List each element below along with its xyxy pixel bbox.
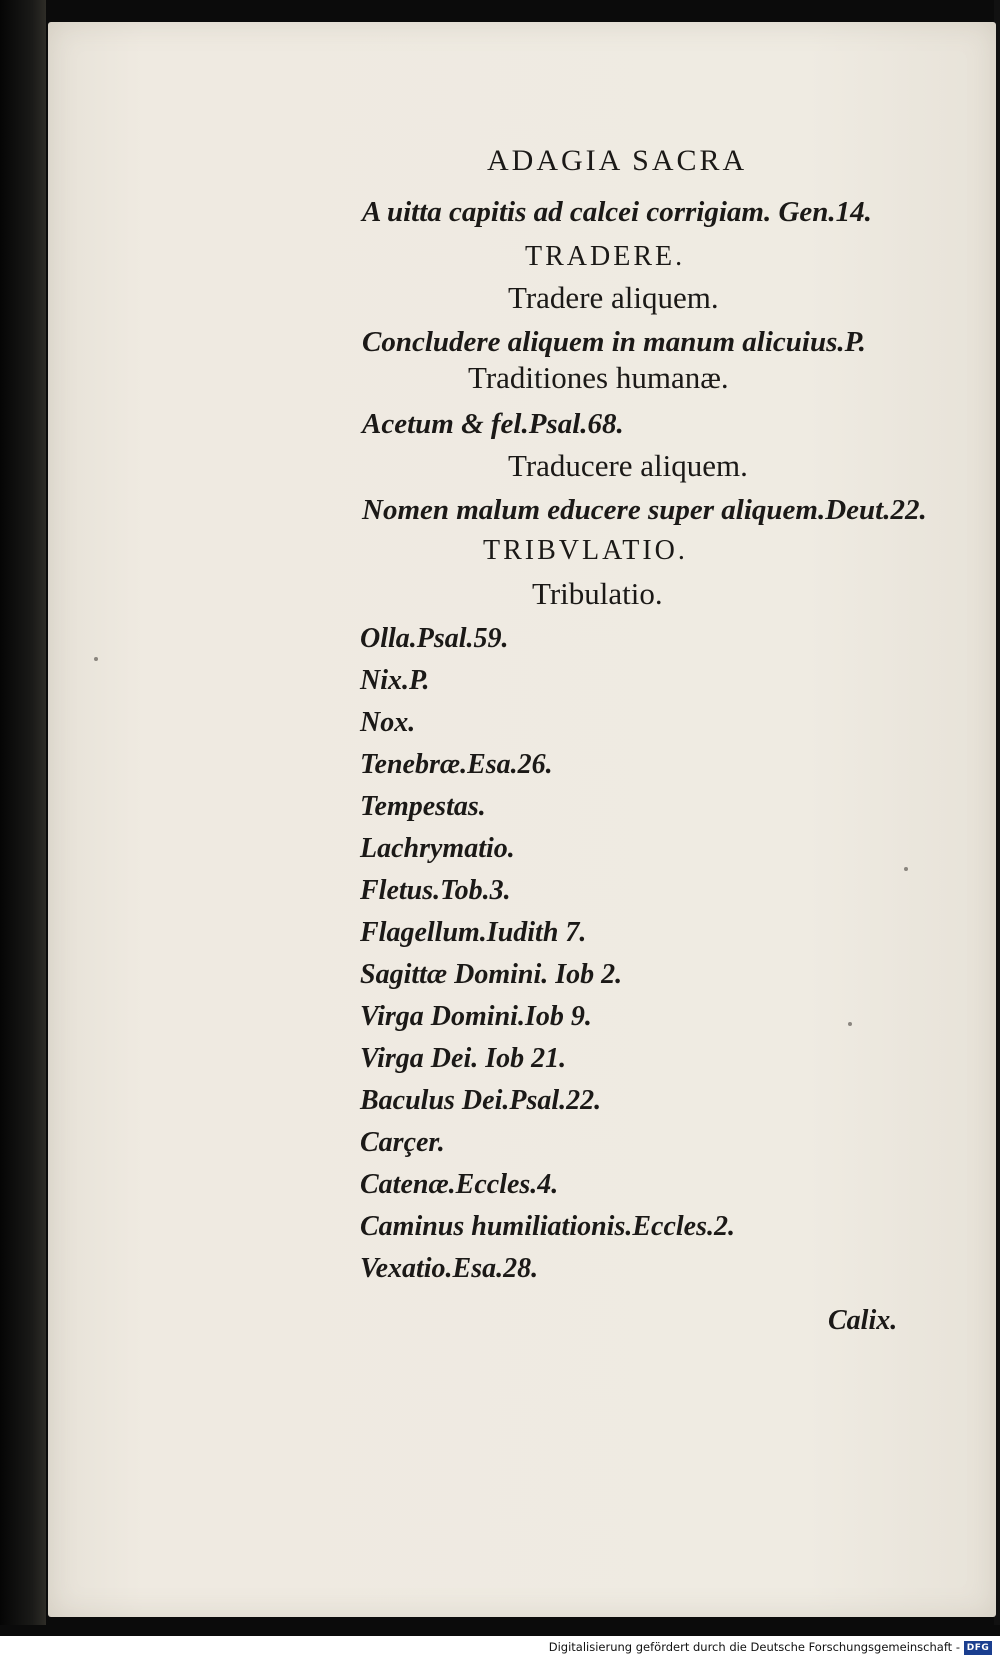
list-item: Catenæ.Eccles.4. <box>360 1169 559 1200</box>
section-heading-tribvlatio: TRIBVLATIO. <box>483 535 688 566</box>
subheading-traditiones: Traditiones humanæ. <box>468 360 729 395</box>
list-item: Carçer. <box>360 1127 445 1158</box>
page-speck <box>94 657 98 661</box>
list-item: Caminus humiliationis.Eccles.2. <box>360 1211 735 1242</box>
list-item: Vexatio.Esa.28. <box>360 1253 539 1284</box>
page-speck <box>848 1022 852 1026</box>
list-item: Virga Domini.Iob 9. <box>360 1001 592 1032</box>
book-gutter-shadow <box>0 0 46 1625</box>
list-item: Olla.Psal.59. <box>360 623 509 654</box>
section-heading-tradere: TRADERE. <box>525 241 686 272</box>
subheading-tribulatio: Tribulatio. <box>532 576 663 611</box>
subheading-tradere-aliquem: Tradere aliquem. <box>508 280 719 315</box>
book-page <box>48 22 996 1617</box>
list-item: Tempestas. <box>360 791 486 822</box>
text-line-8: Nomen malum educere super aliquem.Deut.22. <box>362 494 927 526</box>
list-item: Nox. <box>360 707 416 738</box>
dfg-logo: DFG <box>964 1641 992 1655</box>
footer-credit: Digitalisierung gefördert durch die Deutsche Forschungsgemeinschaft - <box>548 1640 960 1654</box>
text-line-1: A uitta capitis ad calcei corrigiam. Gen.14. <box>362 196 872 228</box>
list-item: Virga Dei. Iob 21. <box>360 1043 567 1074</box>
page-speck <box>904 867 908 871</box>
text-line-6: Acetum & fel.Psal.68. <box>362 408 624 440</box>
running-head: ADAGIA SACRA <box>487 144 748 177</box>
list-item: Nix.P. <box>360 665 430 696</box>
list-item: Fletus.Tob.3. <box>360 875 511 906</box>
list-item: Tenebræ.Esa.26. <box>360 749 553 780</box>
catchword: Calix. <box>828 1305 898 1336</box>
list-item: Lachrymatio. <box>360 833 515 864</box>
list-item: Baculus Dei.Psal.22. <box>360 1085 602 1116</box>
list-item: Sagittæ Domini. Iob 2. <box>360 959 623 990</box>
text-line-4: Concludere aliquem in manum alicuius.P. <box>362 326 866 358</box>
subheading-traducere: Traducere aliquem. <box>508 448 748 483</box>
list-item: Flagellum.Iudith 7. <box>360 917 587 948</box>
